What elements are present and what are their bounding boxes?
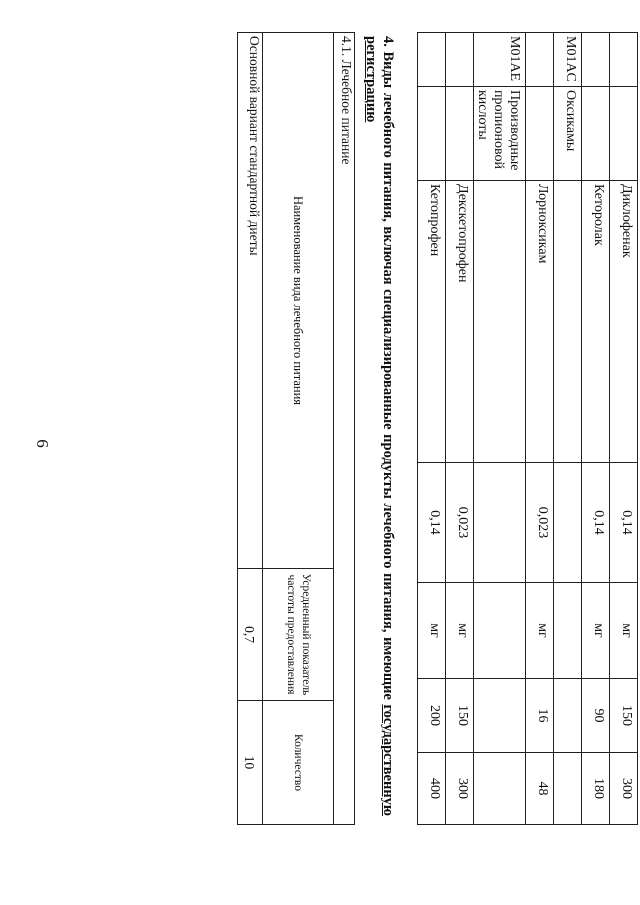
- table-row: [238, 33, 263, 825]
- ddd-cell: 0,14: [582, 463, 610, 583]
- header-frequency: Усредненный показатель частоты предоставления: [263, 569, 334, 701]
- group-name-cell: Оксикамы: [554, 87, 582, 181]
- group-name-cell: [526, 87, 554, 181]
- unit-cell: [474, 583, 526, 679]
- drug-name-cell: Кеторолак: [582, 181, 610, 463]
- atc-code-cell: M01AC: [554, 33, 582, 87]
- unit-cell: мг: [610, 583, 638, 679]
- section-heading-underlined: государственную регистрацию: [363, 36, 396, 817]
- scd-cell: 300: [610, 753, 638, 825]
- rotated-page-content: [80, 30, 640, 830]
- sdd-cell: 150: [446, 679, 474, 753]
- ddd-cell: 0,023: [446, 463, 474, 583]
- group-name-cell: Производные пропионовой кислоты: [474, 87, 526, 181]
- diet-name-cell: Основной вариант стандартной диеты: [238, 33, 263, 569]
- ddd-cell: 0,14: [610, 463, 638, 583]
- unit-cell: мг: [526, 583, 554, 679]
- atc-code-cell: [610, 33, 638, 87]
- sdd-cell: 200: [418, 679, 446, 753]
- atc-code-cell: [418, 33, 446, 87]
- scd-cell: [474, 753, 526, 825]
- section-heading-text: 4. Виды лечебного питания, включая специализированные продукты лечебного питания, имеющие: [380, 36, 396, 700]
- table-row: [582, 33, 610, 825]
- scd-cell: 400: [418, 753, 446, 825]
- subsection-title: 4.1. Лечебное питание: [334, 33, 355, 825]
- drug-name-cell: Лорноксикам: [526, 181, 554, 463]
- table-row: [526, 33, 554, 825]
- sdd-cell: 16: [526, 679, 554, 753]
- ddd-cell: 0,023: [526, 463, 554, 583]
- header-diet-name: Наименование вида лечебного питания: [263, 33, 334, 569]
- sdd-cell: 150: [610, 679, 638, 753]
- unit-cell: мг: [418, 583, 446, 679]
- unit-cell: мг: [582, 583, 610, 679]
- drug-name-cell: Декскетопрофен: [446, 181, 474, 463]
- drug-name-cell: Кетопрофен: [418, 181, 446, 463]
- drug-name-cell: Диклофенак: [610, 181, 638, 463]
- atc-code-cell: [582, 33, 610, 87]
- ddd-cell: [554, 463, 582, 583]
- quantity-cell: 10: [238, 701, 263, 825]
- table-row: [554, 33, 582, 825]
- frequency-cell: 0,7: [238, 569, 263, 701]
- scd-cell: [554, 753, 582, 825]
- group-name-cell: [418, 87, 446, 181]
- atc-code-cell: [446, 33, 474, 87]
- ddd-cell: [474, 463, 526, 583]
- section-heading: [362, 36, 396, 816]
- atc-code-cell: M01AE: [474, 33, 526, 87]
- unit-cell: мг: [446, 583, 474, 679]
- sdd-cell: [554, 679, 582, 753]
- ddd-cell: 0,14: [418, 463, 446, 583]
- scd-cell: 300: [446, 753, 474, 825]
- drug-name-cell: [554, 181, 582, 463]
- table-row: [446, 33, 474, 825]
- sdd-cell: [474, 679, 526, 753]
- scd-cell: 48: [526, 753, 554, 825]
- scd-cell: 180: [582, 753, 610, 825]
- header-quantity: Количество: [263, 701, 334, 825]
- table-row: [610, 33, 638, 825]
- diet-table: [237, 32, 355, 825]
- page-number: 6: [32, 439, 52, 448]
- drug-name-cell: [474, 181, 526, 463]
- atc-code-cell: [526, 33, 554, 87]
- table-row: [418, 33, 446, 825]
- sdd-cell: 90: [582, 679, 610, 753]
- unit-cell: [554, 583, 582, 679]
- drug-table: [417, 32, 638, 825]
- group-name-cell: [446, 87, 474, 181]
- group-name-cell: [582, 87, 610, 181]
- group-name-cell: [610, 87, 638, 181]
- table-row: [474, 33, 526, 825]
